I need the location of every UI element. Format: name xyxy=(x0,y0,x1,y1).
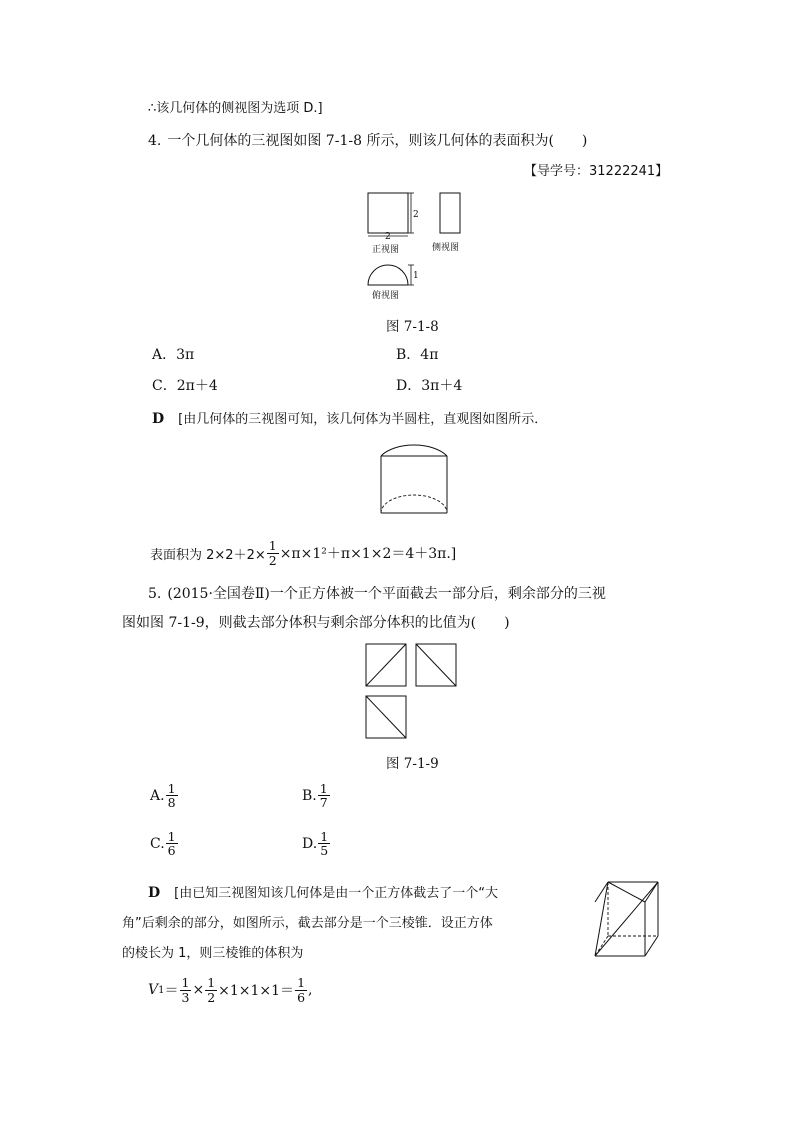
q5-option-b: B. $\frac{1}{7}$ xyxy=(302,781,328,811)
q4-option-c: C．2π＋4 xyxy=(152,378,218,394)
side-view-label: 侧视图 xyxy=(432,243,460,253)
q4-explanation: [由几何体的三视图可知，该几何体为半圆柱，直观图如图所示． xyxy=(178,412,548,427)
q4-stem-text: 一个几何体的三视图如图 7-1-8 所示，则该几何体的表面积为( ) xyxy=(167,133,588,149)
q4-answer-letter: D xyxy=(152,411,165,427)
q5-answer-line2: 角”后剩余的部分，如图所示，截去部分是一个三棱锥．设正方体 xyxy=(122,916,493,931)
top-view-semicircle xyxy=(368,265,408,285)
q4-number: 4. xyxy=(148,133,162,149)
area-prefix: 表面积为 2×2＋2× xyxy=(150,547,266,563)
front-height-dim: 2 xyxy=(413,210,419,220)
front-view-square xyxy=(368,193,408,233)
figure-7-1-9 xyxy=(366,644,462,740)
area-fraction: $\frac{1}{2}$ xyxy=(268,538,277,568)
caption-7-1-8: 图 7-1-8 xyxy=(386,319,439,335)
q4-option-b: B．4π xyxy=(396,347,439,363)
area-suffix: ×π×1²＋π×1×2＝4＋3π.] xyxy=(279,546,457,562)
q5-option-d: D. $\frac{1}{5}$ xyxy=(302,829,329,859)
q4-answer xyxy=(152,408,547,427)
half-cylinder-figure xyxy=(378,436,458,518)
q4-stem xyxy=(148,130,587,150)
q5-answer-line1: D [由已知三视图知该几何体是由一个正方体截去了一个“大 xyxy=(148,885,498,901)
q5-answer-line3: 的棱长为 1，则三棱锥的体积为 xyxy=(122,946,304,961)
q5-option-a: A. $\frac{1}{8}$ xyxy=(150,781,176,811)
side-view-rect xyxy=(440,193,460,233)
truncated-cube-figure xyxy=(592,880,662,960)
front-width-dim: 2 xyxy=(385,232,391,242)
q4-option-a: A．3π xyxy=(152,347,195,363)
q5-stem-line2: 图如图 7-1-9，则截去部分体积与剩余部分体积的比值为( ) xyxy=(122,615,510,631)
q4-area-formula xyxy=(150,535,456,571)
front-view-label: 正视图 xyxy=(372,245,400,255)
previous-conclusion: ∴该几何体的侧视图为选项 D.] xyxy=(148,101,323,116)
q5-stem-line1: 5. (2015·全国卷Ⅱ)一个正方体被一个平面截去一部分后，剩余部分的三视 xyxy=(148,586,606,602)
caption-7-1-9: 图 7-1-9 xyxy=(386,756,439,772)
top-view-label: 俯视图 xyxy=(372,291,400,301)
q5-option-c: C. $\frac{1}{6}$ xyxy=(150,829,176,859)
top-height-dim: 1 xyxy=(413,271,419,281)
q4-option-d: D．3π＋4 xyxy=(396,378,463,394)
q5-volume-formula: V 1 ＝ $\frac{1}{3}$ × $\frac{1}{2}$ ×1×1×1＝ $\frac{1}{6}$ , xyxy=(148,975,313,1005)
q4-guide-number: 【导学号：31222241】 xyxy=(524,164,669,179)
figure-7-1-8 xyxy=(360,188,480,300)
